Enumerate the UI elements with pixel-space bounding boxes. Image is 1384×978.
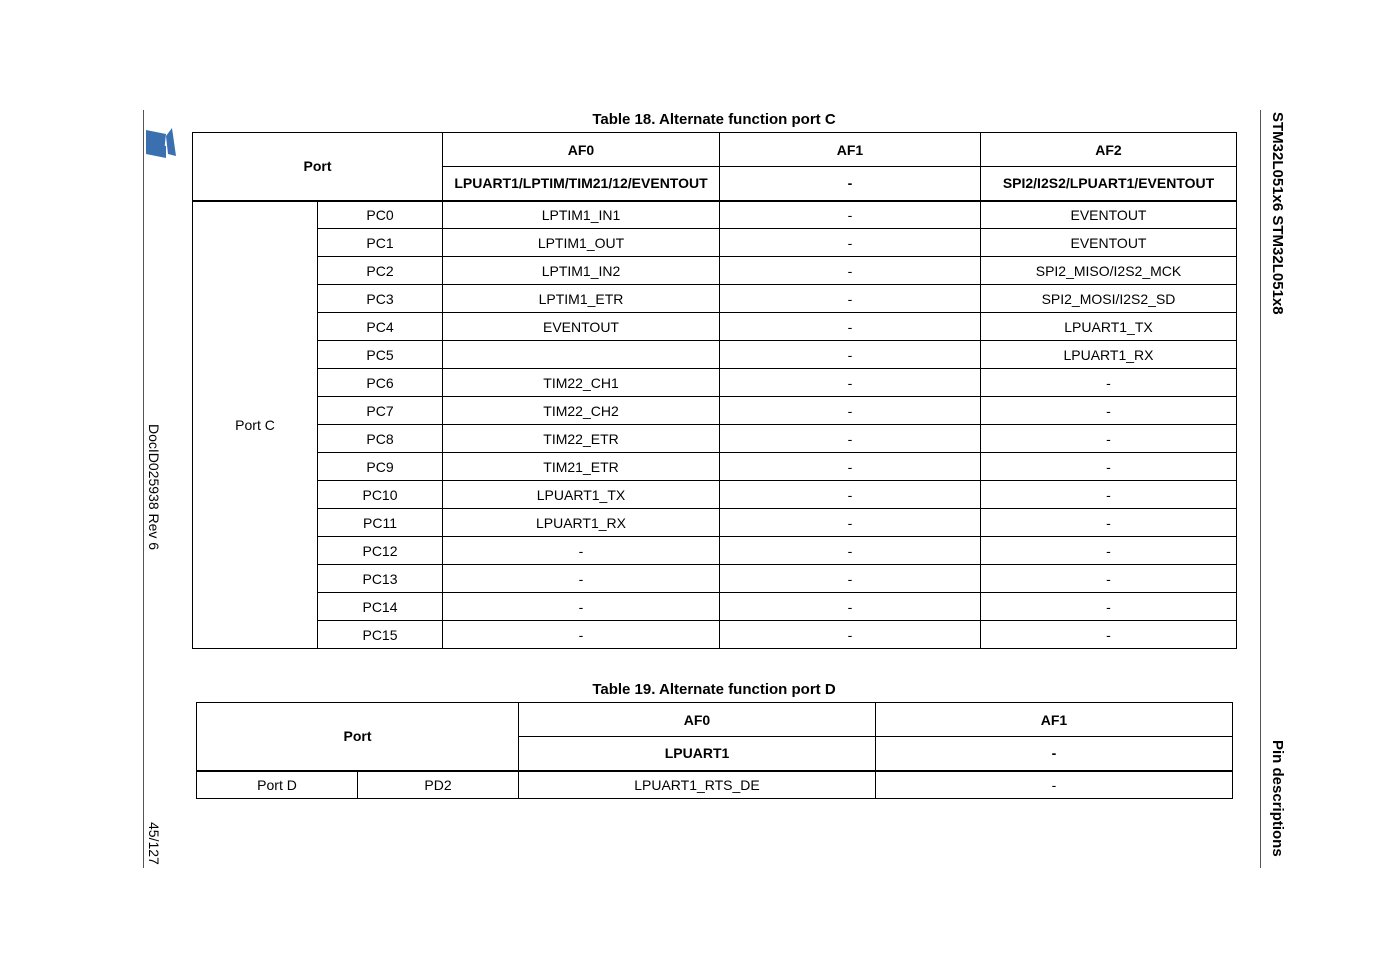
af2-cell: SPI2_MISO/I2S2_MCK	[981, 257, 1237, 285]
af1-cell: -	[720, 425, 981, 453]
af0-cell: LPUART1_RTS_DE	[519, 771, 876, 799]
af1-cell: -	[720, 229, 981, 257]
table-row	[193, 229, 1237, 257]
table18	[192, 132, 1237, 649]
table19	[196, 702, 1233, 799]
af1-cell: -	[720, 621, 981, 649]
af2-cell: -	[981, 537, 1237, 565]
section-title: Pin descriptions	[1269, 740, 1286, 857]
af2-function-header: SPI2/I2S2/LPUART1/EVENTOUT	[981, 167, 1237, 201]
af2-cell: -	[981, 369, 1237, 397]
product-title: STM32L051x6 STM32L051x8	[1269, 112, 1286, 315]
table-row	[193, 481, 1237, 509]
af0-cell: -	[443, 565, 720, 593]
af2-header: AF2	[981, 133, 1237, 167]
pin-cell: PC11	[318, 509, 443, 537]
table-row	[193, 341, 1237, 369]
af0-cell: LPTIM1_IN2	[443, 257, 720, 285]
af0-cell: LPTIM1_ETR	[443, 285, 720, 313]
table-row	[193, 397, 1237, 425]
pin-cell: PC14	[318, 593, 443, 621]
table19-caption: Table 19. Alternate function port D	[592, 681, 836, 698]
af0-function-header: LPUART1	[519, 737, 876, 771]
af2-cell: -	[981, 509, 1237, 537]
table-row	[193, 593, 1237, 621]
table-row	[193, 425, 1237, 453]
af0-cell	[443, 341, 720, 369]
af1-header: AF1	[720, 133, 981, 167]
pin-cell: PC15	[318, 621, 443, 649]
st-logo	[145, 117, 177, 167]
left-margin-rule	[143, 110, 144, 868]
pin-cell: PD2	[358, 771, 519, 799]
af0-cell: -	[443, 621, 720, 649]
af2-cell: -	[981, 621, 1237, 649]
af1-cell: -	[720, 509, 981, 537]
af2-cell: EVENTOUT	[981, 229, 1237, 257]
doc-id: DocID025938 Rev 6	[146, 424, 162, 551]
af2-cell: -	[981, 593, 1237, 621]
pin-cell: PC6	[318, 369, 443, 397]
af2-cell: LPUART1_RX	[981, 341, 1237, 369]
af1-cell: -	[720, 397, 981, 425]
af1-cell: -	[720, 537, 981, 565]
af0-cell: -	[443, 593, 720, 621]
pin-cell: PC10	[318, 481, 443, 509]
af2-cell: -	[981, 425, 1237, 453]
pin-cell: PC7	[318, 397, 443, 425]
af1-cell: -	[720, 565, 981, 593]
table-row	[193, 313, 1237, 341]
af1-header: AF1	[876, 703, 1233, 737]
table-row	[193, 285, 1237, 313]
pin-cell: PC9	[318, 453, 443, 481]
af0-cell: -	[443, 537, 720, 565]
pin-cell: PC2	[318, 257, 443, 285]
af0-cell: LPTIM1_IN1	[443, 201, 720, 229]
port-header: Port	[193, 133, 443, 201]
table18-caption: Table 18. Alternate function port C	[592, 111, 836, 128]
af1-cell: -	[720, 593, 981, 621]
af0-cell: LPUART1_RX	[443, 509, 720, 537]
af0-cell: TIM21_ETR	[443, 453, 720, 481]
pin-cell: PC1	[318, 229, 443, 257]
table-row	[193, 537, 1237, 565]
af1-cell: -	[720, 257, 981, 285]
af0-cell: TIM22_ETR	[443, 425, 720, 453]
af2-cell: LPUART1_TX	[981, 313, 1237, 341]
table-row	[193, 257, 1237, 285]
af0-cell: LPUART1_TX	[443, 481, 720, 509]
af1-cell: -	[720, 313, 981, 341]
pin-cell: PC3	[318, 285, 443, 313]
af1-cell: -	[720, 201, 981, 229]
table-row	[193, 565, 1237, 593]
af1-cell: -	[720, 369, 981, 397]
af0-cell: TIM22_CH1	[443, 369, 720, 397]
port-group-cell: Port C	[193, 201, 318, 649]
af2-cell: -	[981, 481, 1237, 509]
af2-cell: SPI2_MOSI/I2S2_SD	[981, 285, 1237, 313]
table-row	[193, 509, 1237, 537]
table-row	[193, 621, 1237, 649]
af1-cell: -	[876, 771, 1233, 799]
port-group-cell: Port D	[197, 771, 358, 799]
af1-function-header: -	[876, 737, 1233, 771]
af1-cell: -	[720, 341, 981, 369]
af2-cell: -	[981, 453, 1237, 481]
pin-cell: PC5	[318, 341, 443, 369]
table-row	[193, 369, 1237, 397]
pin-cell: PC0	[318, 201, 443, 229]
af0-cell: LPTIM1_OUT	[443, 229, 720, 257]
pin-cell: PC13	[318, 565, 443, 593]
af1-cell: -	[720, 453, 981, 481]
table-row	[193, 453, 1237, 481]
af0-header: AF0	[519, 703, 876, 737]
af1-cell: -	[720, 481, 981, 509]
pin-cell: PC12	[318, 537, 443, 565]
table-row	[197, 771, 1233, 799]
port-header: Port	[197, 703, 519, 771]
af0-function-header: LPUART1/LPTIM/TIM21/12/EVENTOUT	[443, 167, 720, 201]
right-margin-rule	[1260, 110, 1261, 868]
af0-cell: TIM22_CH2	[443, 397, 720, 425]
af2-cell: -	[981, 397, 1237, 425]
pin-cell: PC4	[318, 313, 443, 341]
pin-cell: PC8	[318, 425, 443, 453]
table-row	[193, 201, 1237, 229]
af1-cell: -	[720, 285, 981, 313]
af2-cell: EVENTOUT	[981, 201, 1237, 229]
page-number: 45/127	[146, 822, 162, 865]
af0-cell: EVENTOUT	[443, 313, 720, 341]
af1-function-header: -	[720, 167, 981, 201]
af2-cell: -	[981, 565, 1237, 593]
af0-header: AF0	[443, 133, 720, 167]
